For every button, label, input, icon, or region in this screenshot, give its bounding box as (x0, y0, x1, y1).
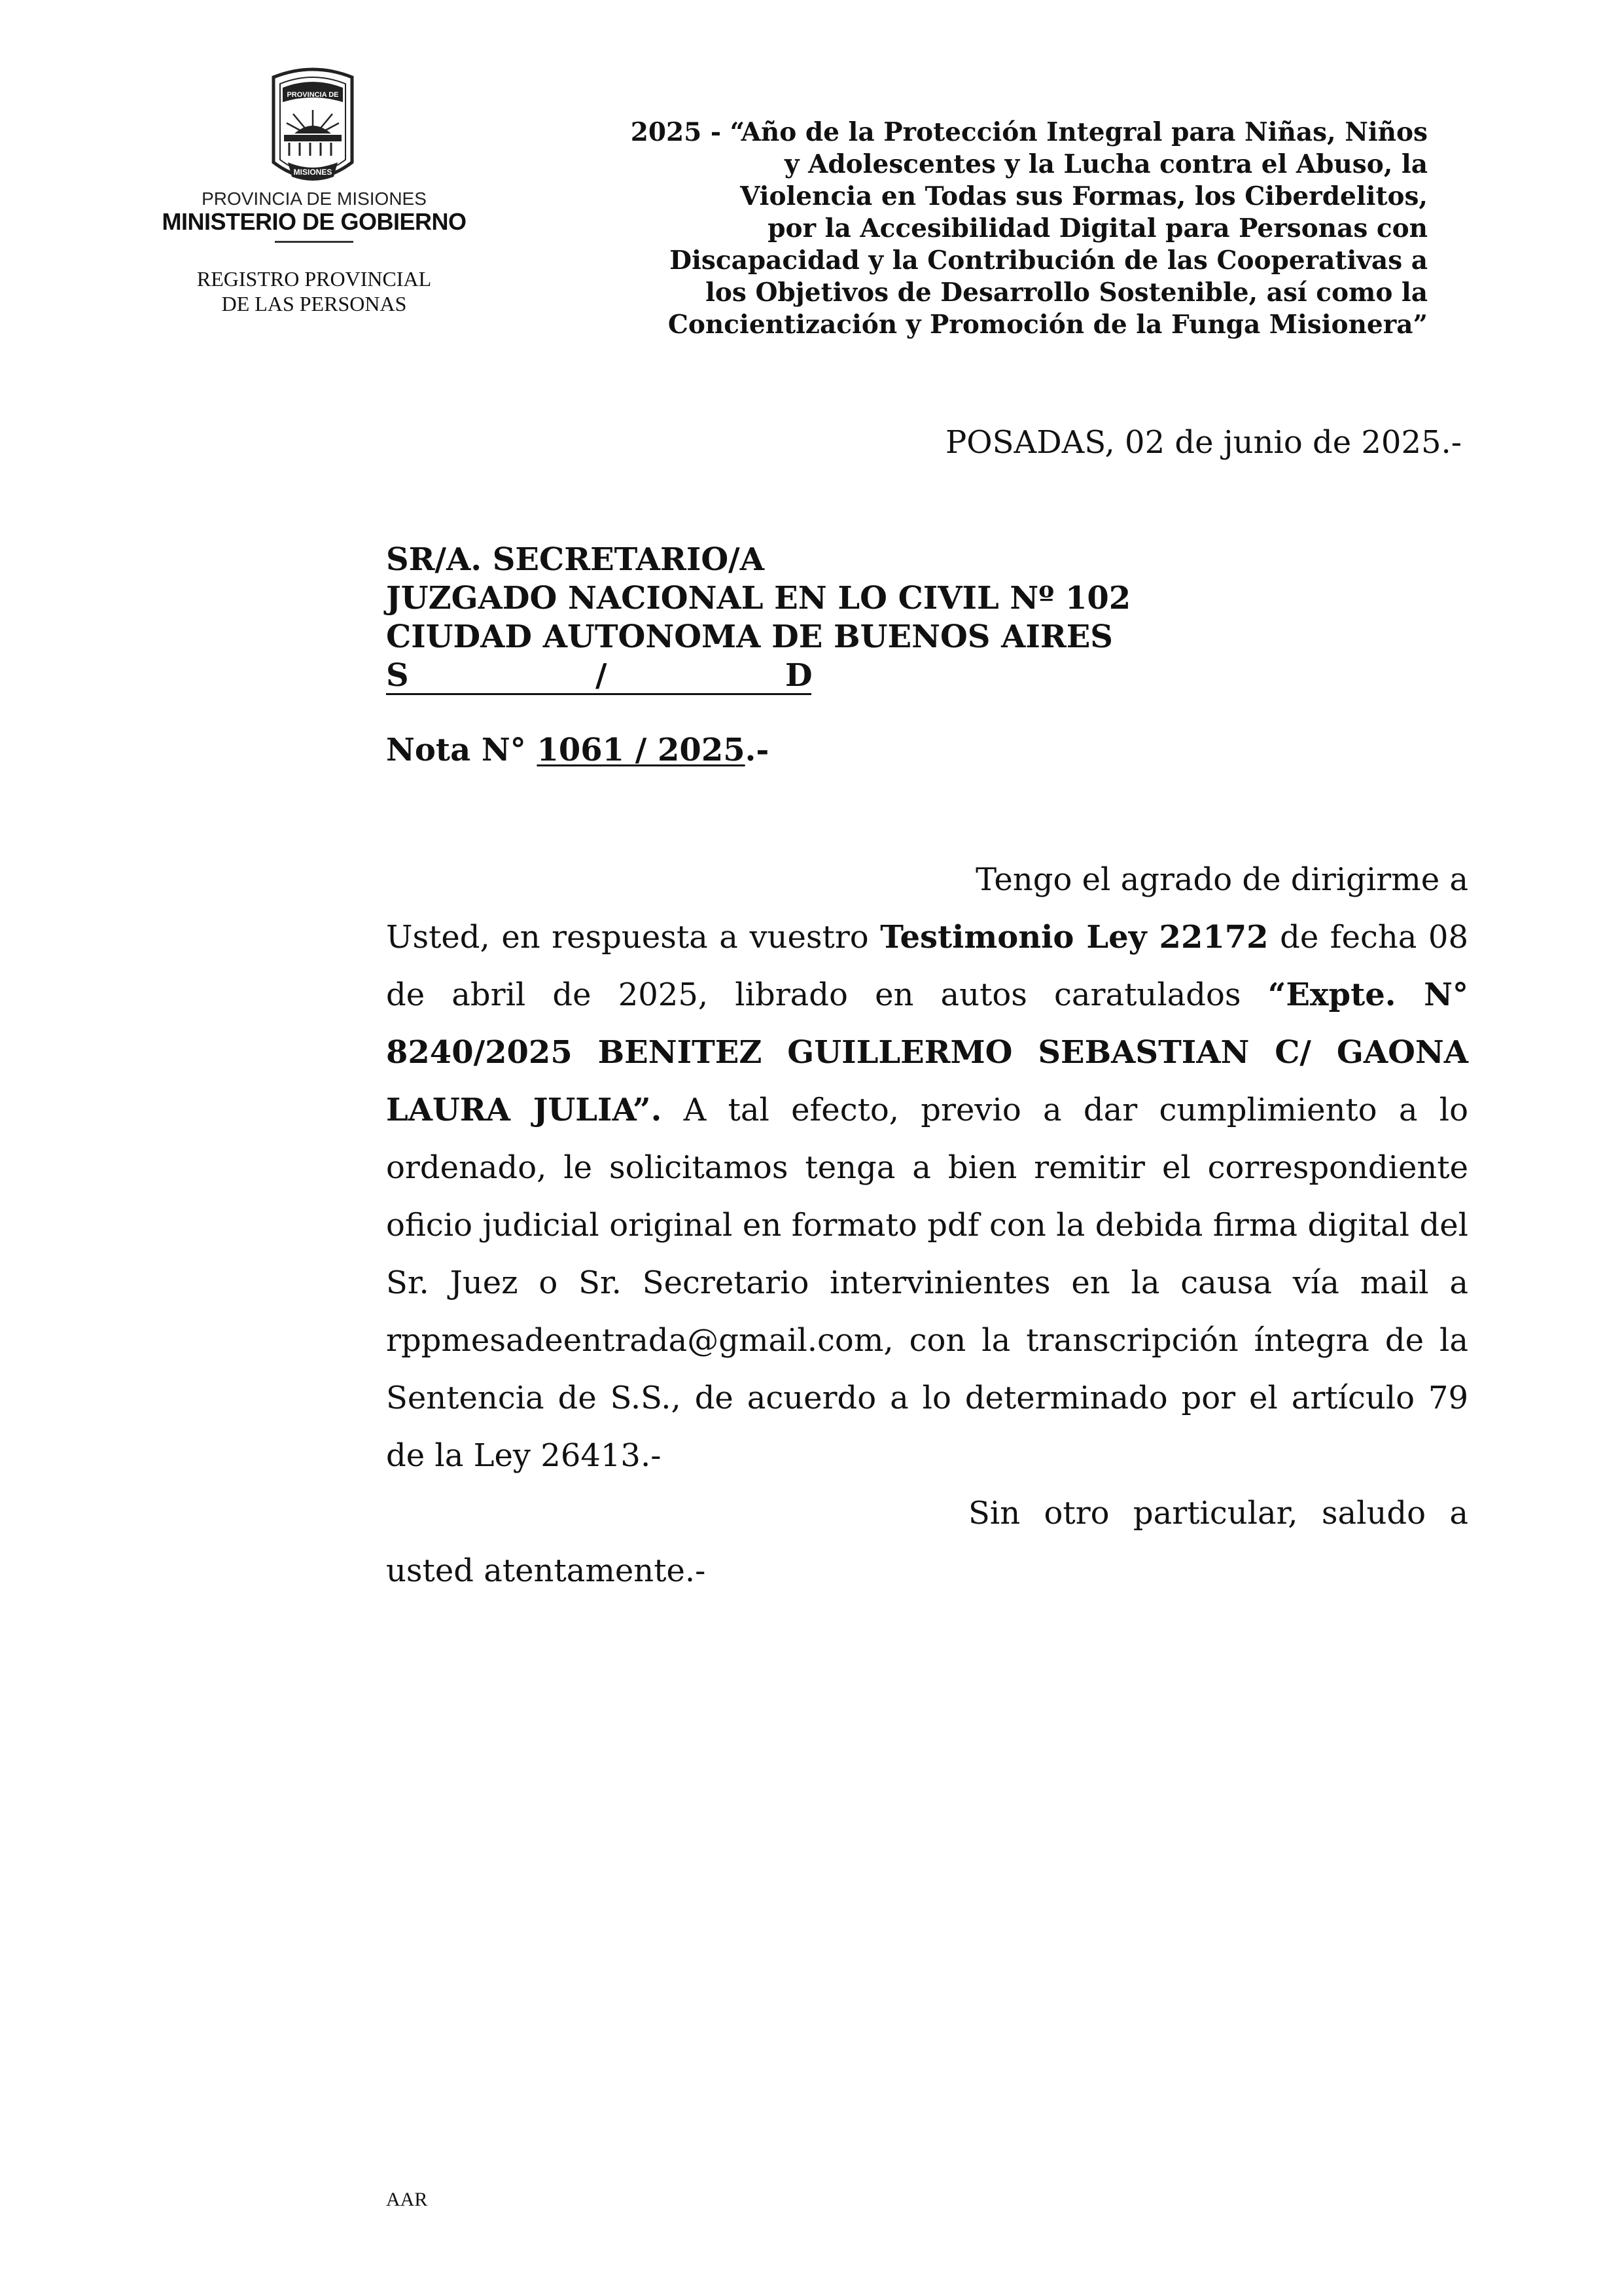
body-text: de fecha 08 (1280, 919, 1469, 956)
body-line (386, 908, 1468, 966)
body-line: Sin otro particular, saludo a (968, 1495, 1468, 1532)
motto-line: 2025 - “Año de la Protección Integral para Niñas, Niños (630, 117, 1428, 147)
addressee-block (386, 541, 1131, 695)
addressee-line: JUZGADO NACIONAL EN LO CIVIL Nº 102 (386, 580, 1131, 617)
nota-suffix: .- (745, 732, 769, 768)
body-line: Sentencia de S.S., de acuerdo a lo determinado por el artículo 79 (386, 1380, 1468, 1416)
crest-text-bottom: MISIONES (293, 168, 332, 177)
body-line: de la Ley 26413.- (386, 1437, 662, 1474)
body-line: Sr. Juez o Sr. Secretario intervinientes en la causa vía mail a (386, 1265, 1468, 1301)
body-line: oficio judicial original en formato pdf con la debida firma digital del (386, 1207, 1468, 1244)
registry-name-line2-a: DE LAS (221, 292, 294, 315)
body-bold-text: LAURA JULIA”. (386, 1092, 662, 1128)
year-motto (538, 117, 1428, 341)
typist-initials: AAR (386, 2189, 428, 2210)
motto-line: por la Accesibilidad Digital para Personas con (768, 213, 1428, 243)
body-bold-text: 8240/2025 BENITEZ GUILLERMO SEBASTIAN C/ GAONA (386, 1034, 1468, 1071)
body-text: de abril de 2025, librado en autos caratulados (386, 977, 1241, 1013)
body-bold-text: Testimonio Ley 22172 (880, 919, 1269, 956)
nota-reference (386, 732, 769, 768)
motto-line: Violencia en Todas sus Formas, los Ciberdelitos, (740, 181, 1428, 211)
motto-line: y Adolescentes y la Lucha contra el Abuso, la (784, 149, 1428, 179)
sd-line (386, 656, 811, 695)
body-line: ordenado, le solicitamos tenga a bien remitir el correspondiente (386, 1149, 1468, 1186)
body-line (386, 1081, 1468, 1139)
registry-name-line2-b: PERSONAS (299, 292, 407, 315)
registry-name-line1: REGISTRO PROVINCIAL (196, 267, 432, 291)
ministry-name: MINISTERIO DE GOBIERNO (162, 208, 467, 235)
addressee-line: SR/A. SECRETARIO/A (386, 541, 764, 578)
letter-body (386, 851, 1468, 1600)
body-line: rppmesadeentrada@gmail.com, con la transcripción íntegra de la (386, 1322, 1468, 1359)
body-line: Tengo el agrado de dirigirme a (976, 861, 1468, 898)
crest-text-top: PROVINCIA DE (287, 91, 339, 99)
sd-d: D (785, 657, 813, 694)
motto-line: Discapacidad y la Contribución de las Cooperativas a (669, 245, 1428, 276)
body-line (386, 1024, 1468, 1081)
nota-number: 1061 / 2025 (537, 732, 745, 768)
body-bold-text: “Expte. N° (1267, 977, 1468, 1013)
body-text: Usted, en respuesta a vuestro (386, 919, 869, 956)
sd-underline (386, 693, 811, 695)
ministry-divider (275, 241, 353, 243)
province-name: PROVINCIA DE MISIONES (202, 188, 427, 209)
nota-label: Nota N° (386, 732, 526, 768)
sd-s: S (386, 657, 409, 694)
sd-slash: / (595, 657, 607, 694)
body-text: A tal efecto, previo a dar cumplimiento a lo (683, 1092, 1468, 1128)
motto-line: los Objetivos de Desarrollo Sostenible, así como la (705, 278, 1428, 308)
motto-line: Concientización y Promoción de la Funga Misionera” (667, 310, 1428, 340)
registry-name-line2 (150, 292, 478, 316)
body-line (386, 966, 1468, 1024)
date-line: POSADAS, 02 de junio de 2025.- (945, 424, 1462, 461)
provincia-de-misiones-crest-icon (254, 64, 372, 188)
body-line: usted atentamente.- (386, 1552, 706, 1589)
addressee-line: CIUDAD AUTONOMA DE BUENOS AIRES (386, 619, 1113, 655)
